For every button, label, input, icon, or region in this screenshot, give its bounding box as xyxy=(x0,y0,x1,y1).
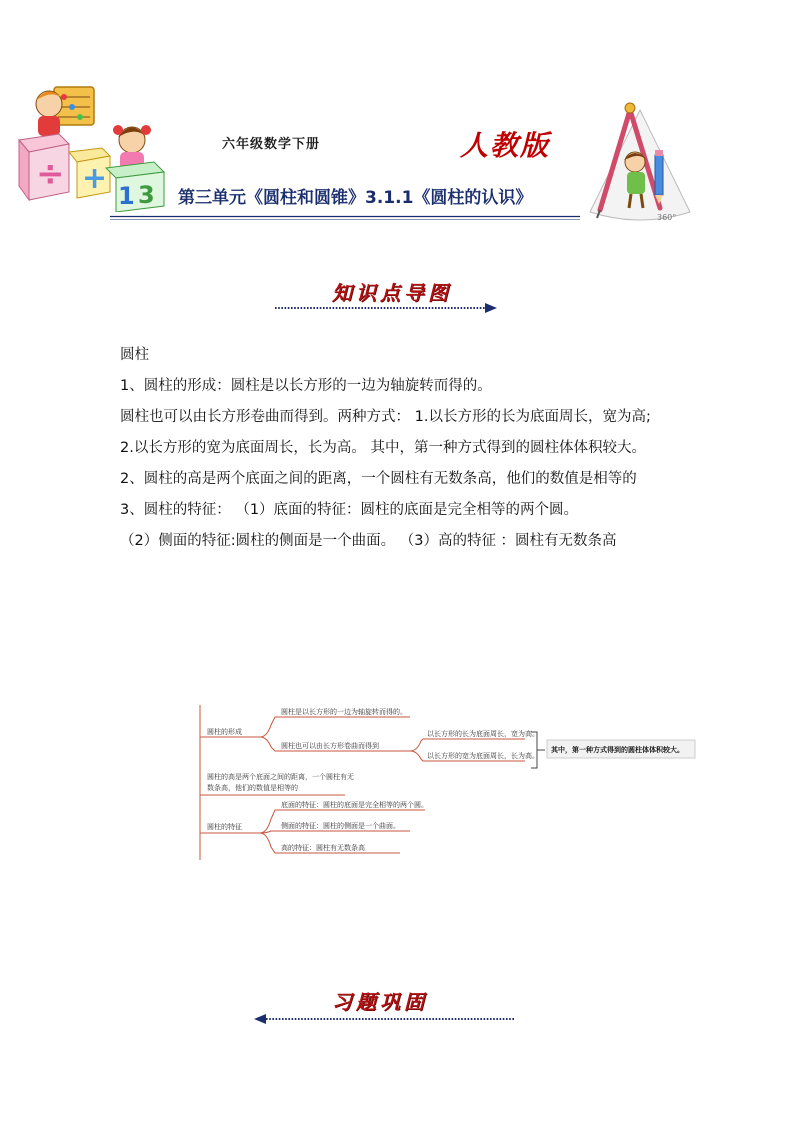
mindmap-formation-node: 圆柱的形成 xyxy=(207,728,242,736)
mindmap-rotate-node: 圆柱是以长方形的一边为轴旋转而得的。 xyxy=(281,708,407,716)
mindmap-height-line-1: 圆柱的高是两个底面之间的距离，一个圆柱有无 xyxy=(207,773,354,781)
compass-girl-illustration xyxy=(585,100,695,225)
svg-text:÷: ÷ xyxy=(36,154,65,194)
svg-text:+: + xyxy=(82,161,108,196)
exercises-heading: 习题巩固 xyxy=(332,990,428,1014)
compass-degree-label: 360° xyxy=(657,213,677,222)
cylinder-mind-map xyxy=(195,695,700,865)
notes-line: （2）侧面的特征:圆柱的侧面是一个曲面。 （3）高的特征 ：圆柱有无数条高 xyxy=(120,533,617,549)
mindmap-roll-node: 圆柱也可以由长方形卷曲而得到 xyxy=(281,742,379,750)
cube-digit-1: 1 xyxy=(118,182,135,210)
grade-label: 六年级数学下册 xyxy=(222,137,321,152)
notes-topic: 圆柱 xyxy=(120,347,149,363)
right-arrow-divider xyxy=(275,302,497,314)
mindmap-feature-side: 侧面的特征：圆柱的侧面是一个曲面。 xyxy=(281,822,400,830)
left-arrow-divider xyxy=(254,1013,514,1025)
mindmap-roll-option-1: 以长方形的长为底面周长，宽为高。 xyxy=(427,730,539,738)
mindmap-height-line-2: 数条高，他们的数值是相等的 xyxy=(207,784,298,792)
notes-line: 3、圆柱的特征： （1）底面的特征：圆柱的底面是完全相等的两个圆。 xyxy=(120,502,579,518)
cube-digit-3: 3 xyxy=(138,181,155,209)
edition-label: 人教版 xyxy=(460,129,551,162)
notes-line: 2.以长方形的宽为底面周长，长为高。 其中，第一种方式得到的圆柱体体积较大。 xyxy=(120,440,646,456)
notes-line: 1、圆柱的形成：圆柱是以长方形的一边为轴旋转而得的。 xyxy=(120,378,492,394)
mindmap-roll-conclusion: 其中，第一种方式得到的圆柱体体积较大。 xyxy=(551,746,684,754)
mindmap-features-node: 圆柱的特征 xyxy=(207,823,242,831)
mindmap-feature-height: 高的特征：圆柱有无数条高 xyxy=(281,844,365,852)
mindmap-feature-base: 底面的特征：圆柱的底面是完全相等的两个圆。 xyxy=(281,801,428,809)
cylinder-notes xyxy=(120,340,690,557)
kids-with-number-blocks-illustration xyxy=(14,82,174,212)
notes-line: 圆柱也可以由长方形卷曲而得到。两种方式： 1.以长方形的长为底面周长，宽为高; xyxy=(120,409,651,425)
header-divider xyxy=(110,215,580,221)
unit-title: 第三单元《圆柱和圆锥》3.1.1《圆柱的认识》 xyxy=(178,188,533,208)
notes-line: 2、圆柱的高是两个底面之间的距离，一个圆柱有无数条高，他们的数值是相等的 xyxy=(120,471,637,487)
mindmap-roll-option-2: 以长方形的宽为底面周长，长为高。 xyxy=(427,752,539,760)
knowledge-map-heading: 知识点导图 xyxy=(332,281,452,305)
